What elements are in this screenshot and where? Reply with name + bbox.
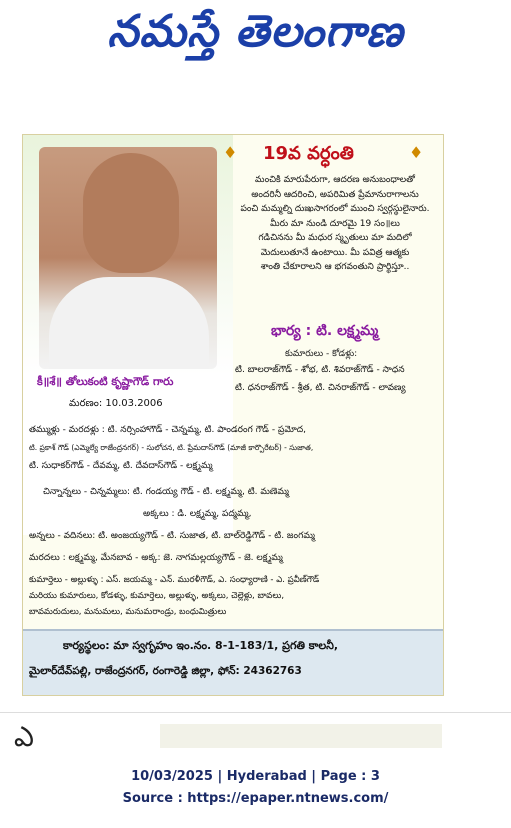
relation-line: టి. ప్రకాశ్ గౌడ్ (ఎమ్మెల్యే రాజేంద్రనగర్) - సులోచన, టి. ప్రేమదాస్‌గౌడ్ (మాజీ కార్పొరేటర్) - సుజాత, <box>29 443 314 452</box>
portrait-photo <box>39 147 217 369</box>
tribute-line: మంచికి మారుపేరుగా, ఆదరణ అనుబంధాలతో <box>255 175 415 185</box>
address-line: కార్యస్థలం: మా స్వగృహం ఇం.నం. 8-1-183/1, ప్రగతి కాలనీ, <box>63 639 339 652</box>
portrait-head <box>83 153 179 273</box>
relation-line: మరదలు : లక్ష్మమ్మ, మేనబావ - అక్క: జె. నాగమల్లయ్యగౌడ్ - జె. లక్ష్మమ్మ <box>29 553 283 563</box>
sons-header: కుమారులు - కోడళ్లు: <box>285 349 358 359</box>
sons-line: టి. ధనరాజ్‌గౌడ్ - శ్రీత, టి. చినరాజ్‌గౌడ్ - లావణ్య <box>235 383 406 393</box>
page-edge-fragment <box>0 134 10 694</box>
oil-lamp-icon: ♦ <box>409 143 424 162</box>
next-article-fragment: ఎ <box>14 720 34 753</box>
tribute-line: మెదులుతూనే ఉంటాయి. మీ పవిత్ర ఆత్మకు <box>260 247 410 258</box>
relation-line: బావమరుదులు, మనుమలు, మనుమరాండ్రు, బంధుమిత్రులు <box>29 607 227 617</box>
tribute-line: పంచి మమ్మల్ని దుఃఖసాగరంలో ముంచి స్వర్గస్థులైనారు. <box>240 204 430 214</box>
footer-source-link[interactable]: Source : https://epaper.ntnews.com/ <box>122 791 389 806</box>
relation-line: కుమార్తెలు - అల్లుళ్ళు : ఎస్. జయమ్మ - ఎన్. మురళీగౌడ్, ఎ. సంధ్యారాణి - ఎ. ప్రవీణ్‌గౌడ్ <box>29 575 320 585</box>
next-article-banner <box>160 724 442 748</box>
footer-date-line: 10/03/2025 | Hyderabad | Page : 3 <box>131 769 380 784</box>
relation-line: తమ్ముళ్లు - మరదళ్లు : టి. నర్సింహాగౌడ్ - చెన్నమ్మ, టి. పాండరంగ గౌడ్ - ప్రమోద, <box>29 425 306 435</box>
relation-line: చిన్నాన్నలు - చిన్నమ్మలు: టి. గండయ్య గౌడ్ - టి. లక్ష్మమ్మ, టి. మణెమ్మ <box>43 487 289 497</box>
death-date: మరణం: 10.03.2006 <box>69 398 163 409</box>
tribute-text <box>235 173 435 275</box>
relation-line: మరియు కుమారులు, కోడళ్ళు, కుమార్తెలు, అల్లుళ్ళు, అక్కలు, చెల్లెళ్లు, బావలు, <box>29 591 285 601</box>
address-line: మైలార్‌దేవ్‌పల్లి, రాజేంద్రనగర్, రంగారెడ్డి జిల్లా, ఫోన్: 24362763 <box>29 665 302 677</box>
masthead <box>0 0 511 70</box>
tribute-line: గడిచినను మీ మధుర స్మృతులు మా మదిలో <box>258 233 412 243</box>
sons-line: టి. బాలరాజ్‌గౌడ్ - శోభ, టి. శివరాజ్‌గౌడ్ - సాధన <box>235 365 405 375</box>
address-block <box>23 629 443 696</box>
relation-line: టి. సుధాకర్‌గౌడ్ - దేవమ్మ, టి. దేవదాస్‌గౌడ్ - లక్ష్మమ్మ <box>29 461 213 471</box>
tribute-line: అందరినీ ఆదరించి, అపరిమిత ప్రేమానురాగాలను <box>251 189 419 200</box>
portrait-body <box>49 277 209 369</box>
oil-lamp-icon: ♦ <box>223 143 238 162</box>
relation-line: అన్నలు - వదినలు: టి. అంజయ్యగౌడ్ - టి. సుజాత, టి. బాల్‌రెడ్డిగౌడ్ - టి. జంగమ్మ <box>29 531 315 541</box>
source-footer <box>0 766 511 810</box>
masthead-logo: నమస్తే తెలంగాణ <box>107 6 404 57</box>
anniversary-heading: 19వ వర్ధంతి <box>263 143 354 164</box>
obituary-ad <box>22 134 444 696</box>
wife-name: భార్య : టి. లక్ష్మమ్మ <box>271 323 379 339</box>
tribute-line: మీరు మా నుండి దూరమై 19 సం॥లు <box>270 218 400 229</box>
relation-line: అక్కలు : డి. లక్ష్మమ్మ, పద్మమ్మ, <box>143 509 252 519</box>
deceased-name: కీ॥శే॥ తోలుకంటి కృష్ణాగౌడ్ గారు <box>37 375 174 388</box>
tribute-line: శాంతి చేకూరాలని ఆ భగవంతుని ప్రార్థిస్తూ.. <box>260 262 410 272</box>
page-divider <box>0 712 511 713</box>
